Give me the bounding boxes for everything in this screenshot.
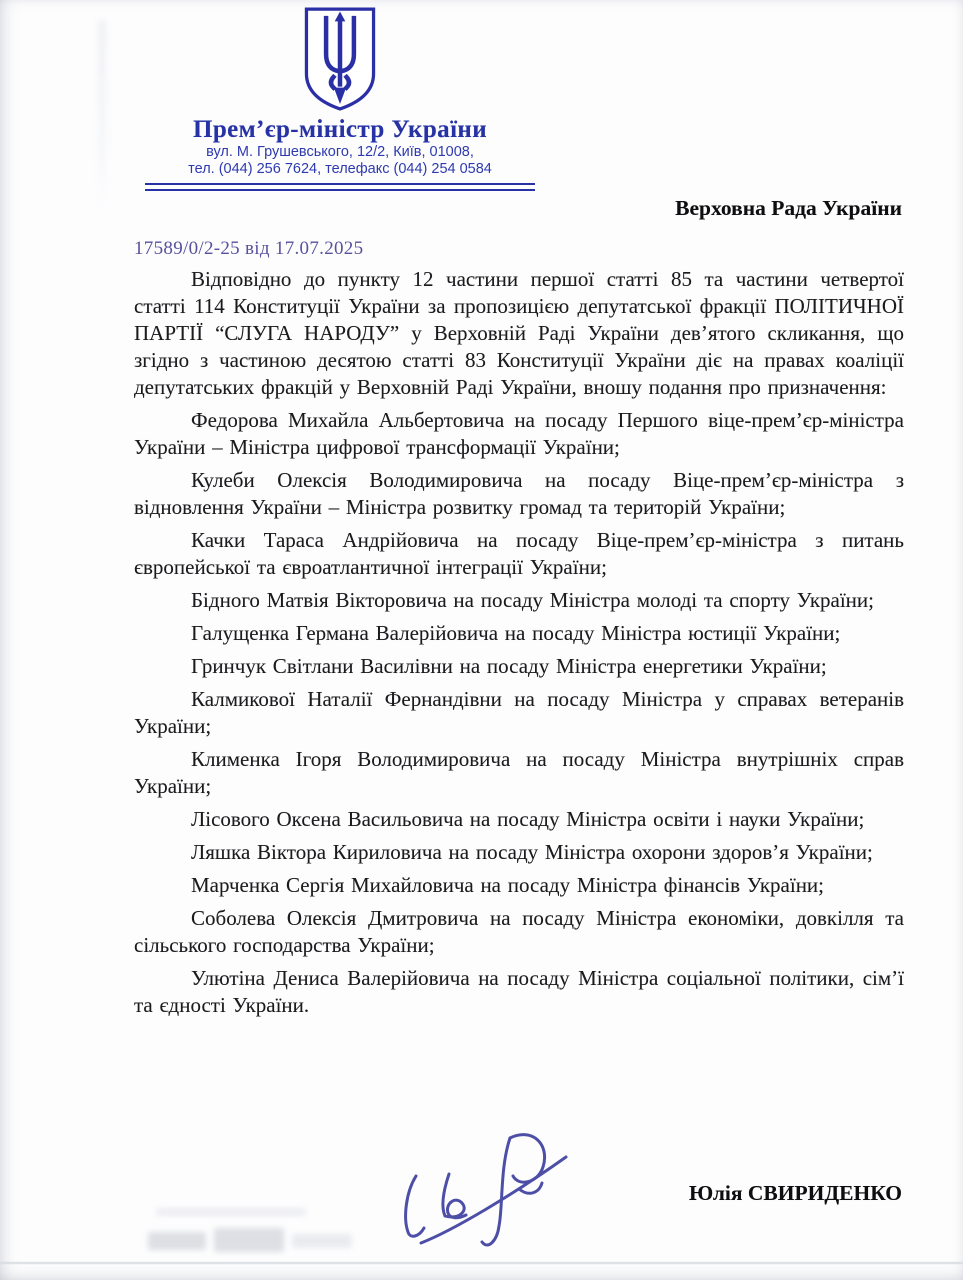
double-rule: [145, 183, 535, 191]
org-address-line1: вул. М. Грушевського, 12/2, Київ, 01008,: [206, 144, 474, 160]
body-paragraph: Бідного Матвія Вікторовича на посаду Міністра молоді та спорту України;: [191, 588, 874, 612]
body-paragraph: Відповідно до пункту 12 частини першої статті 85 та частини четвертої статті 114 Конституції України за пропозицією депутатської фракції ПОЛІТИЧНОЇ ПАРТІЇ “СЛУГА НАРОДУ” у Верховній Раді України дев’ятого скликання, що згідно з частиною десятою статті 83 Конституції України діє на правах коаліції депутатських фракцій у Верховній Раді України, вношу подання про призначення:: [134, 267, 904, 399]
body-paragraph: Кулеби Олексія Володимировича на посаду Віце-прем’єр-міністра з відновлення України – Міністра розвитку громад та територій України;: [134, 468, 904, 519]
body-paragraph: Качки Тараса Андрійовича на посаду Віце-прем’єр-міністра з питань європейської та євроатлантичної інтеграції України;: [134, 528, 904, 579]
recipient-title: Верховна Рада України: [675, 196, 902, 220]
body-paragraph: Галущенка Германа Валерійовича на посаду Міністра юстиції України;: [191, 621, 841, 645]
org-title: Прем’єр-міністр України: [192, 116, 488, 143]
scan-streak-artifact: [98, 20, 106, 210]
body-paragraph: Марченка Сергія Михайловича на посаду Міністра фінансів України;: [191, 873, 825, 897]
signature-scribble-icon: [392, 1126, 572, 1266]
body-paragraph: Гринчук Світлани Василівни на посаду Міністра енергетики України;: [191, 654, 827, 678]
tryzub-emblem-icon: [299, 5, 381, 113]
body-paragraph: Соболева Олексія Дмитровича на посаду Міністра економіки, довкілля та сільського господарства України;: [134, 906, 904, 957]
reference-number: 17589/0/2-25 від 17.07.2025: [134, 238, 364, 259]
body-paragraph: Ляшка Віктора Кириловича на посаду Міністра охорони здоров’я України;: [191, 840, 873, 864]
body-paragraph: Федорова Михайла Альбертовича на посаду Першого віце-прем’єр-міністра України – Міністра цифрової трансформації України;: [134, 408, 904, 459]
scan-edge-artifact: [0, 1262, 963, 1264]
letterhead: [145, 0, 535, 191]
body-paragraph: Калмикової Наталії Фернандівни на посаду Міністра у справах ветеранів України;: [134, 687, 904, 738]
document-body: [134, 266, 904, 1025]
body-paragraph: Клименка Ігоря Володимировича на посаду Міністра внутрішніх справ України;: [134, 747, 904, 798]
body-paragraph: Улютіна Дениса Валерійовича на посаду Міністра соціальної політики, сім’ї та єдності України.: [134, 966, 904, 1017]
body-paragraph: Лісового Оксена Васильовича на посаду Міністра освіти і науки України;: [191, 807, 865, 831]
faded-stamp-artifact: [148, 1222, 358, 1256]
signer-name: Юлія СВИРИДЕНКО: [688, 1181, 902, 1205]
org-address-line2: тел. (044) 256 7624, телефакс (044) 254 0584: [188, 161, 492, 177]
